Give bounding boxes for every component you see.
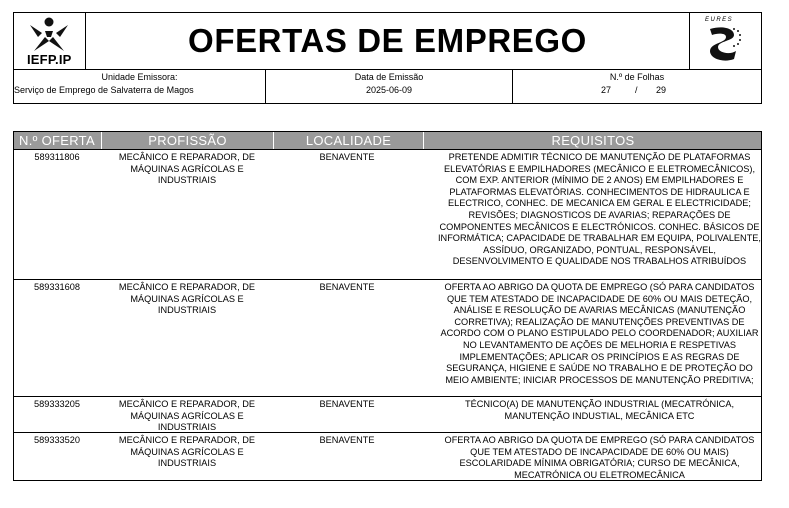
offer-number: 589331608 <box>34 282 80 292</box>
data-emissao <box>266 70 513 103</box>
unidade-label: Unidade Emissora: <box>101 72 178 82</box>
iefp-logo <box>14 13 86 69</box>
offer-requirements: PRETENDE ADMITIR TÉCNICO DE MANUTENÇÃO DE PLATAFORMAS ELEVATÓRIAS E EMPILHADORES (MECÂNICO E ELETROMECÂNICOS), COM EXP. ANTERIOR (MÍNIMO DE 2 ANOS) EM EMPILHADORES E PLATAFORMAS ELEVATÓRIAS. CONHECIMENTOS DE HIDRAULICA E ELECTRICO, CONHEC. DE MECANICA EM GERAL E ELECTRICIDADE; REVISÕES; DIAGNOSTICOS DE AVARIAS; REPARAÇÕES DE COMPONENTES MECÂNICOS E ELECTRÓNICOS. CONHEC. BÁSICOS DE INFORMÁTICA; CAPACIDADE DE TRABALHAR EM EQUIPA, POLIVALENTE, ASSÍDUO, ORGANIZADO, PONTUAL, RESPONSÁVEL, DESENVOLVIMENTO E QUALIDADE NOS TRABALHOS ATRIBUÍDOS <box>438 152 761 267</box>
offer-number: 589333520 <box>34 435 80 445</box>
folhas-total: 29 <box>656 85 667 95</box>
offer-profession: MECÂNICO E REPARADOR, DE MÁQUINAS AGRÍCOLAS E INDUSTRIAIS <box>118 435 256 469</box>
header-req: REQUISITOS <box>423 132 762 149</box>
eures-logo-icon <box>704 25 744 63</box>
offer-location: BENAVENTE <box>319 435 375 445</box>
eures-text: EURES <box>705 17 734 23</box>
header-prof: PROFISSÃO <box>101 132 273 149</box>
offer-number: 589333205 <box>34 399 80 409</box>
header-loc: LOCALIDADE <box>273 132 423 149</box>
table-row <box>14 433 761 480</box>
folhas-label: N.º de Folhas <box>609 72 665 82</box>
offer-requirements: TÉCNICO(A) DE MANUTENÇÃO INDUSTRIAL (MECATRÓNICA, MANUTENÇÃO INDUSTIAL, MECÂNICA ETC <box>465 399 734 421</box>
folhas-separator: / <box>635 85 638 95</box>
data-label: Data de Emissão <box>354 72 424 82</box>
numero-folhas <box>513 70 761 103</box>
eures-logo <box>689 13 761 69</box>
offer-location: BENAVENTE <box>319 152 375 162</box>
offer-location: BENAVENTE <box>319 282 375 292</box>
offer-profession: MECÂNICO E REPARADOR, DE MÁQUINAS AGRÍCOLAS E INDUSTRIAIS <box>118 282 256 316</box>
header-num: N.º OFERTA <box>19 133 95 148</box>
offer-requirements: OFERTA AO ABRIGO DA QUOTA DE EMPREGO (SÓ PARA CANDIDATOS QUE TEM ATESTADO DE INCAPACIDADE DE 60% OU MAIS) ESCOLARIDADE MÍNIMA OBRIGATÓRIA; CURSO DE MECÂNICA, MECATRÓNICA OU ELETROMECÂNICA <box>444 435 755 480</box>
page-title: OFERTAS DE EMPREGO <box>188 22 587 59</box>
folhas-current: 27 <box>601 85 612 95</box>
offer-profession: MECÂNICO E REPARADOR, DE MÁQUINAS AGRÍCOLAS E INDUSTRIAIS <box>118 399 256 433</box>
job-offers-table <box>13 131 762 481</box>
offer-location: BENAVENTE <box>319 399 375 409</box>
offer-profession: MECÂNICO E REPARADOR, DE MÁQUINAS AGRÍCOLAS E INDUSTRIAIS <box>118 152 256 186</box>
offer-requirements: OFERTA AO ABRIGO DA QUOTA DE EMPREGO (SÓ PARA CANDIDATOS QUE TEM ATESTADO DE INCAPACIDADE DE 60% OU MAIS DETEÇÃO, ANÁLISE E RESOLUÇÃO DE AVARIAS MECÂNICAS (MANUTENÇÃO CORRETIVA); REALIZAÇÃO DE MANUTENÇÕES PREVENTIVAS DE ACORDO COM O PLANO ESTIPULADO PELO COORDENADOR; AUXILIAR NO LEVANTAMENTO DE AÇÕES DE MELHORIA E RESPETIVAS IMPLEMENTAÇÕES; APLICAR OS PRINCÍPIOS E AS REGRAS DE SEGURANÇA, HIGIENE E SAÚDE NO TRABALHO E DE PROTEÇÃO DO MEIO AMBIENTE; INICIAR PROCESSOS DE MANUTENÇÃO PREDITIVA; <box>440 282 759 385</box>
offer-number: 589311806 <box>34 152 80 162</box>
issue-info <box>13 69 762 104</box>
table-row <box>14 150 761 280</box>
unidade-emissora <box>14 70 266 103</box>
iefp-logo-icon <box>28 17 70 53</box>
table-row <box>14 397 761 433</box>
table-row <box>14 280 761 397</box>
document-header <box>13 12 762 70</box>
data-value: 2025-06-09 <box>365 85 413 95</box>
unidade-value: Serviço de Emprego de Salvaterra de Magos <box>14 85 194 95</box>
table-header <box>14 132 761 150</box>
logo-text: IEFP.IP <box>27 52 72 67</box>
